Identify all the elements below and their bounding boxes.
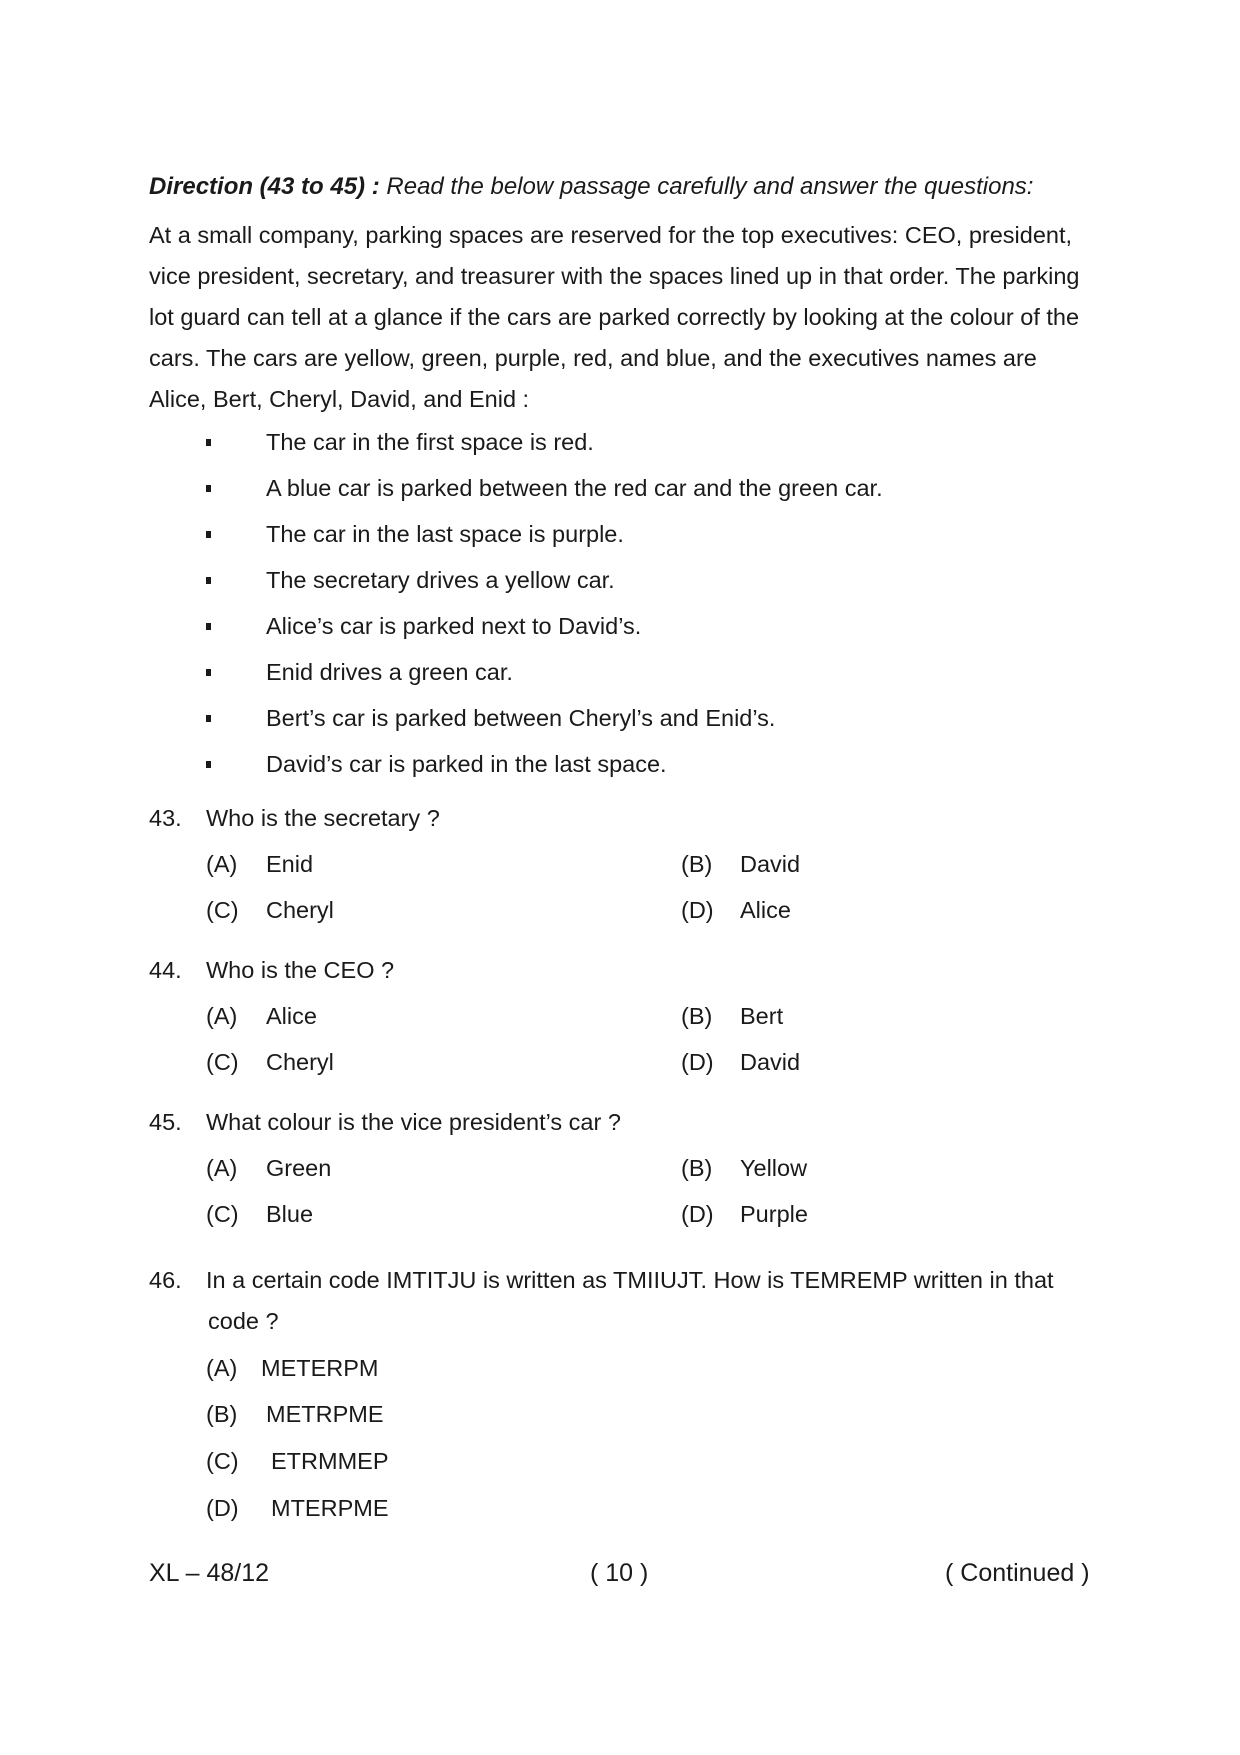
option-text: Bert: [740, 1003, 784, 1029]
clue-text: David’s car is parked in the last space.: [266, 751, 667, 777]
clue-item: [0, 609, 1240, 643]
option-letter: (C): [206, 1201, 239, 1227]
option-text: MTERPME: [271, 1495, 389, 1521]
option-letter: (D): [681, 1201, 714, 1227]
option-letter: (A): [206, 1155, 238, 1181]
clue-text: Alice’s car is parked next to David’s.: [266, 613, 642, 639]
clue-text: A blue car is parked between the red car and the green car.: [266, 475, 883, 501]
question-number: 46.: [149, 1267, 182, 1293]
option-text: Alice: [740, 897, 791, 923]
paper-code: XL – 48/12: [149, 1559, 270, 1587]
clue-item: [0, 655, 1240, 689]
option-letter: (D): [681, 1049, 714, 1075]
passage: [149, 215, 1095, 420]
option-letter: (D): [681, 897, 714, 923]
direction-label: Direction (43 to 45) :: [149, 173, 380, 200]
clue-text: The secretary drives a yellow car.: [266, 567, 615, 593]
question-number: 43.: [149, 805, 182, 831]
passage-line: lot guard can tell at a glance if the cars are parked correctly by looking at the colour of the: [149, 304, 1080, 330]
option-letter: (C): [206, 1448, 239, 1474]
option-letter: (B): [206, 1401, 238, 1427]
question-text-continued: code ?: [208, 1308, 279, 1334]
option-text: METRPME: [266, 1401, 384, 1427]
clue-text: The car in the last space is purple.: [266, 521, 624, 547]
option-text: David: [740, 1049, 801, 1075]
question-text: Who is the secretary ?: [206, 805, 440, 831]
clue-text: Enid drives a green car.: [266, 659, 513, 685]
bullet-icon: [206, 485, 211, 492]
passage-line: At a small company, parking spaces are reserved for the top executives: CEO, president,: [149, 222, 1073, 248]
direction-instruction: Read the below passage carefully and answer the questions:: [386, 173, 1034, 200]
option-text: Enid: [266, 851, 314, 877]
clue-item: [0, 425, 1240, 459]
option-letter: (A): [206, 1003, 238, 1029]
passage-line: cars. The cars are yellow, green, purple, red, and blue, and the executives names are: [149, 345, 1037, 371]
option-text: Cheryl: [266, 1049, 334, 1075]
option-text: Purple: [740, 1201, 808, 1227]
bullet-icon: [206, 439, 211, 446]
bullet-icon: [206, 623, 211, 630]
bullet-icon: [206, 577, 211, 584]
option-text: Alice: [266, 1003, 317, 1029]
option-text: Blue: [266, 1201, 314, 1227]
option-letter: (A): [206, 851, 238, 877]
option-letter: (B): [681, 851, 713, 877]
clue-item: [0, 471, 1240, 505]
clue-item: [0, 747, 1240, 781]
clue-item: [0, 701, 1240, 735]
option-letter: (D): [206, 1495, 239, 1521]
option-text: Cheryl: [266, 897, 334, 923]
option-letter: (C): [206, 897, 239, 923]
clue-text: Bert’s car is parked between Cheryl’s and Enid’s.: [266, 705, 776, 731]
option-text: David: [740, 851, 801, 877]
passage-line: vice president, secretary, and treasurer with the spaces lined up in that order. The parking: [149, 263, 1080, 289]
bullet-icon: [206, 669, 211, 676]
page-footer: [0, 1556, 1240, 1590]
clue-item: [0, 563, 1240, 597]
option-text: ETRMMEP: [271, 1448, 389, 1474]
option-letter: (B): [681, 1155, 713, 1181]
page-number: ( 10 ): [590, 1559, 649, 1587]
option-letter: (A): [206, 1355, 238, 1381]
option-text: Green: [266, 1155, 332, 1181]
option-letter: (C): [206, 1049, 239, 1075]
passage-line: Alice, Bert, Cheryl, David, and Enid :: [149, 386, 530, 412]
question-number: 44.: [149, 957, 182, 983]
bullet-icon: [206, 761, 211, 768]
option-text: Yellow: [740, 1155, 808, 1181]
bullet-icon: [206, 715, 211, 722]
option-letter: (B): [681, 1003, 713, 1029]
question-text: In a certain code IMTITJU is written as TMIIUJT. How is TEMREMP written in that: [206, 1267, 1054, 1293]
question-text: What colour is the vice president’s car ?: [206, 1109, 621, 1135]
question-text: Who is the CEO ?: [206, 957, 395, 983]
continued-label: ( Continued ): [945, 1559, 1090, 1587]
option-text: METERPM: [261, 1355, 379, 1381]
direction-heading: [149, 170, 1109, 204]
question-number: 45.: [149, 1109, 182, 1135]
clue-text: The car in the first space is red.: [266, 429, 594, 455]
clue-item: [0, 517, 1240, 551]
bullet-icon: [206, 531, 211, 538]
